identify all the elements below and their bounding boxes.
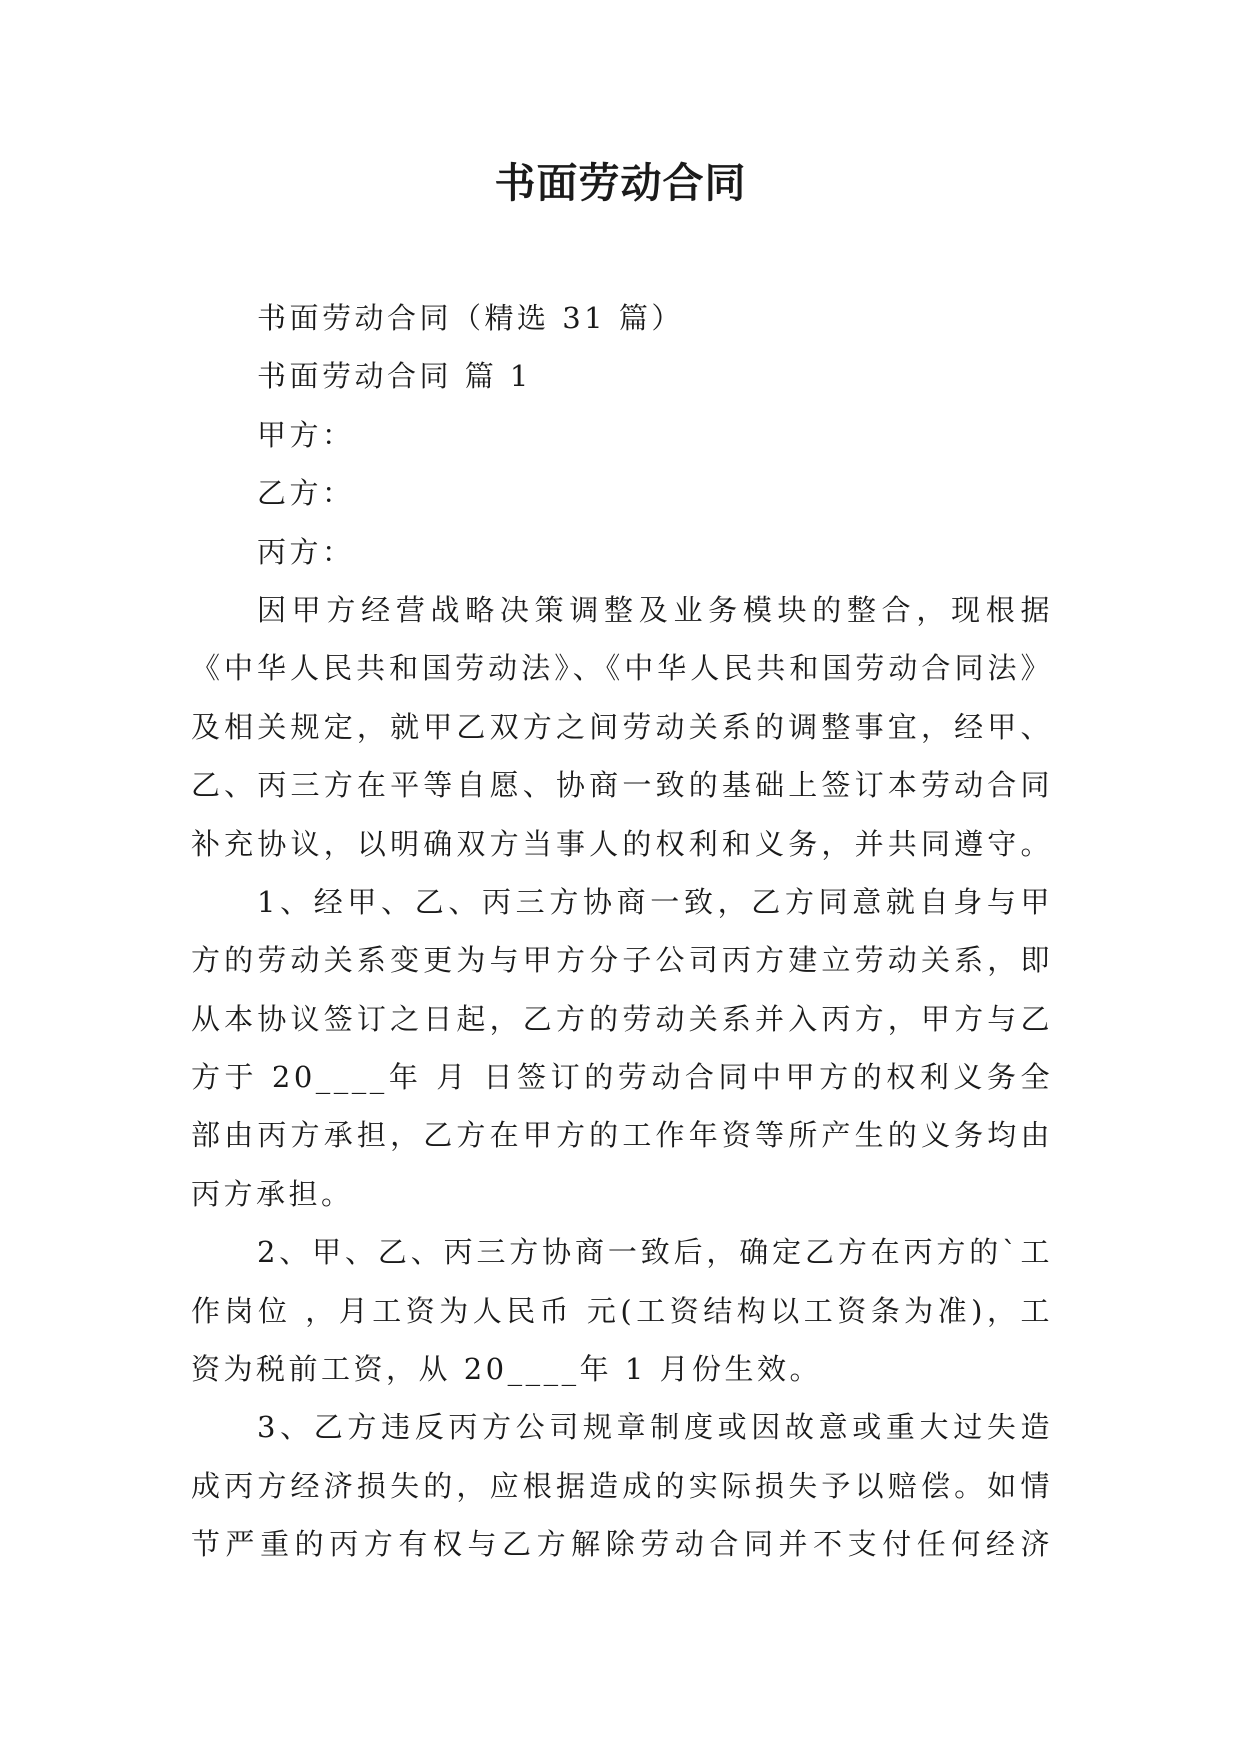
paragraph-line: 资为税前工资，从 20____年 1 月份生效。 (191, 1352, 823, 1387)
paragraph-line: 《中华人民共和国劳动法》、《中华人民共和国劳动合同法》 (191, 651, 1053, 686)
clause-1 (191, 873, 1053, 1223)
paragraph-line: 成丙方经济损失的，应根据造成的实际损失予以赔偿。如情 (191, 1468, 1053, 1503)
party-b-label: 乙方： (257, 476, 355, 511)
paragraph-line: 3、乙方违反丙方公司规章制度或因故意或重大过失造 (257, 1410, 1053, 1445)
party-c-label: 丙方： (257, 534, 355, 569)
clause-3 (191, 1398, 1053, 1573)
document-title: 书面劳动合同 (494, 159, 747, 207)
party-a-label: 甲方： (257, 417, 355, 452)
paragraph-preamble (191, 581, 1053, 873)
paragraph-line: 方于 20____年 月 日签订的劳动合同中甲方的权利义务全 (191, 1060, 1053, 1095)
section-heading: 书面劳动合同 篇 1 (257, 359, 532, 394)
document-body (191, 289, 1053, 1574)
paragraph-line: 从本协议签订之日起，乙方的劳动关系并入丙方，甲方与乙 (191, 1001, 1053, 1036)
paragraph-line: 补充协议，以明确双方当事人的权利和义务，并共同遵守。 (191, 826, 1053, 861)
paragraph-line: 1、经甲、乙、丙三方协商一致，乙方同意就自身与甲 (257, 884, 1053, 919)
paragraph-line: 乙、丙三方在平等自愿、协商一致的基础上签订本劳动合同 (191, 768, 1053, 803)
paragraph-line: 及相关规定，就甲乙双方之间劳动关系的调整事宜，经甲、 (191, 709, 1053, 744)
paragraph-line: 因甲方经营战略决策调整及业务模块的整合，现根据 (257, 592, 1053, 627)
paragraph-line: 节严重的丙方有权与乙方解除劳动合同并不支付任何经济 (191, 1527, 1053, 1562)
clause-2 (191, 1223, 1053, 1398)
document-subtitle: 书面劳动合同（精选 31 篇） (257, 301, 684, 335)
paragraph-line: 方的劳动关系变更为与甲方分子公司丙方建立劳动关系，即 (191, 943, 1053, 978)
paragraph-line: 作岗位 ，月工资为人民币 元(工资结构以工资条为准)，工 (191, 1293, 1053, 1328)
paragraph-line: 部由丙方承担，乙方在甲方的工作年资等所产生的义务均由 (191, 1118, 1053, 1153)
paragraph-line: 2、甲、乙、丙三方协商一致后，确定乙方在丙方的`工 (257, 1235, 1053, 1270)
paragraph-line: 丙方承担。 (191, 1176, 354, 1211)
